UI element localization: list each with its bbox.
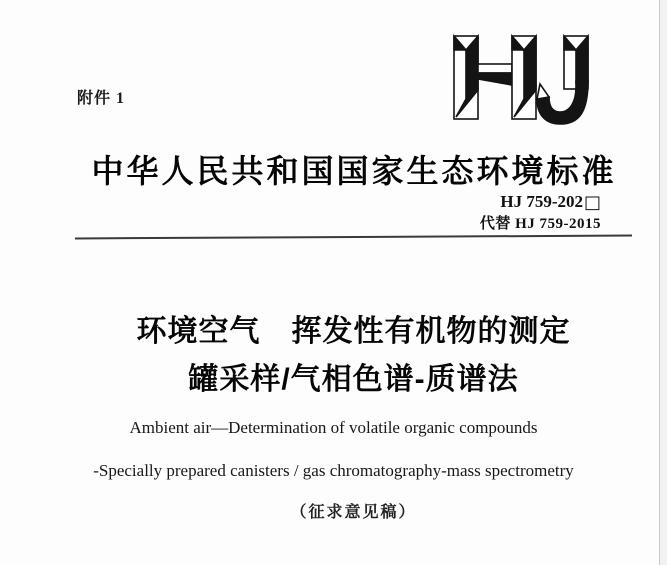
scanned-page-edge (659, 0, 667, 565)
document-title-en-line1: Ambient air—Determination of volatile organic compounds (129, 418, 538, 437)
standard-number (480, 190, 601, 214)
document-title-zh-line1: 环境空气 挥发性有机物的测定 (136, 315, 571, 348)
document-title-en-line2: -Specially prepared canisters / gas chromatography-mass spectrometry (93, 461, 574, 480)
draft-status-note: （征求意见稿） (290, 504, 417, 521)
replaces-note: 代替 HJ 759-2015 (479, 216, 601, 232)
standard-number-block (480, 190, 601, 235)
standard-org-title: 中华人民共和国国家生态环境标准 (91, 153, 617, 189)
header-rule (75, 235, 632, 240)
hj-logo-icon (452, 33, 592, 128)
document-title-zh-line2: 罐采样/气相色谱-质谱法 (188, 363, 519, 396)
year-placeholder-box: □ (583, 192, 601, 213)
attachment-label: 附件 1 (77, 90, 126, 107)
standard-number-text: HJ 759-202 (500, 192, 583, 211)
document-title-zh (55, 308, 652, 404)
hj-logo (452, 33, 592, 128)
